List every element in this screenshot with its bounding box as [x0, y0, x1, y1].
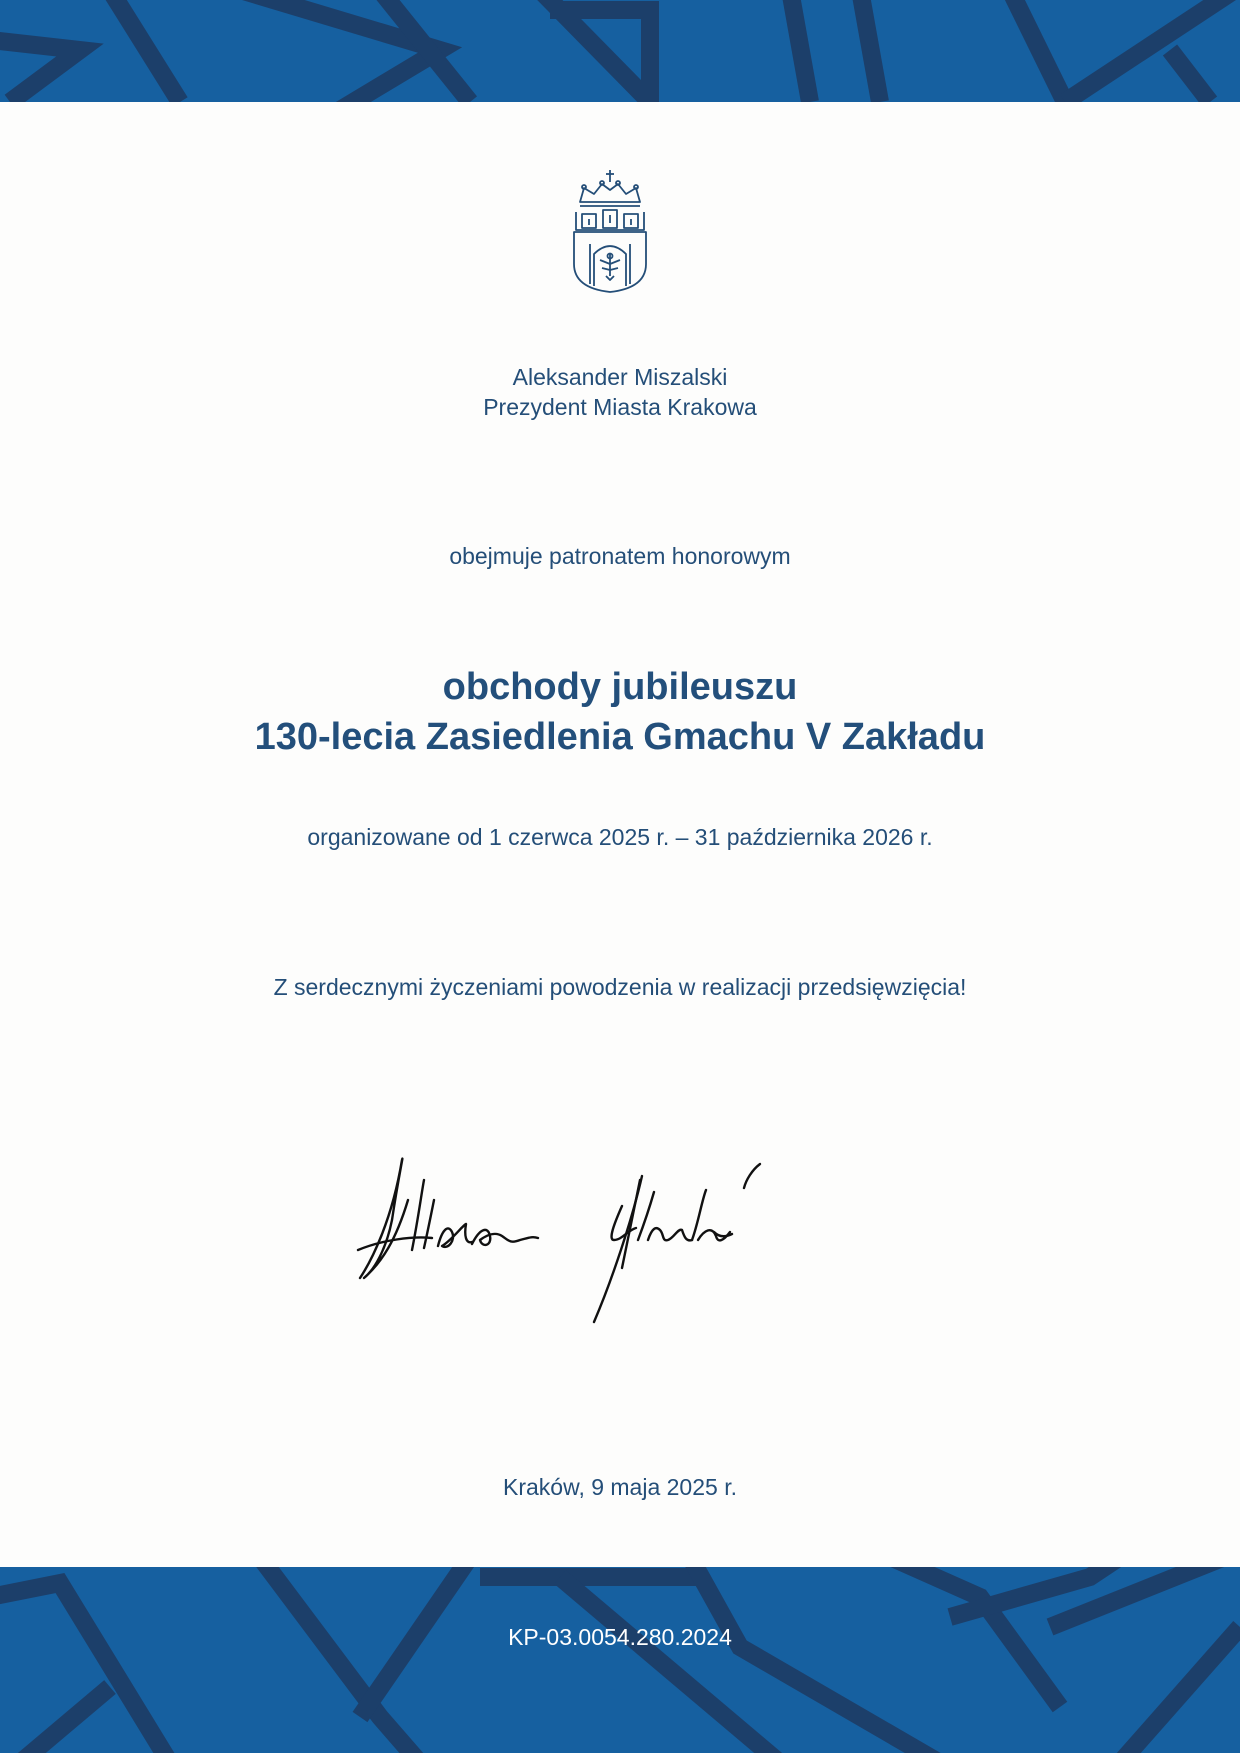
event-title-line-1: obchody jubileuszu	[442, 666, 798, 708]
author-name: Aleksander Miszalski	[512, 364, 728, 390]
patronage-text: obejmuje patronatem honorowym	[449, 543, 791, 569]
top-decorative-band	[0, 0, 1240, 102]
reference-number: KP-03.0054.280.2024	[508, 1624, 732, 1650]
krakow-coat-of-arms-icon	[570, 168, 650, 294]
author-role: Prezydent Miasta Krakowa	[483, 394, 757, 420]
event-dates: organizowane od 1 czerwca 2025 r. – 31 października 2026 r.	[307, 824, 933, 850]
wishes-text: Z serdecznymi życzeniami powodzenia w realizacji przedsięwzięcia!	[273, 974, 967, 1000]
place-and-date: Kraków, 9 maja 2025 r.	[503, 1474, 737, 1500]
bottom-decorative-band	[0, 1567, 1240, 1753]
event-title-line-2: 130-lecia Zasiedlenia Gmachu V Zakładu	[254, 716, 986, 758]
handwritten-signature	[352, 1140, 888, 1340]
